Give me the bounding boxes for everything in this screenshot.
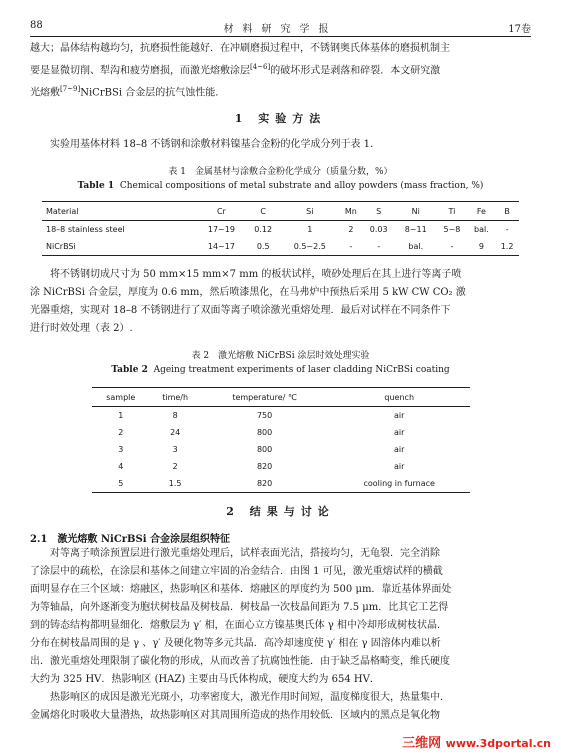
table-cell: 18–8 stainless steel (46, 225, 125, 234)
table-cell: 0.5~2.5 (293, 242, 326, 251)
section-heading-1: 1 实验方法 (234, 112, 327, 125)
table-cell: 2 (118, 428, 124, 437)
table-cell: 750 (256, 411, 273, 420)
table2-caption-cn: 表 2 激光熔敷 NiCrBSi 涂层时效处理实验 (191, 351, 370, 361)
table-cell: 1 (118, 411, 124, 420)
table-cell: 8~11 (404, 225, 427, 234)
specimen-paragraph (30, 266, 531, 338)
table-cell: 2 (348, 225, 354, 234)
table-header-cell: Mn (340, 202, 362, 221)
table-cell: 1 (307, 225, 313, 234)
table-cell: 0.03 (369, 225, 388, 234)
table-cell: 0.12 (254, 225, 273, 234)
table-header-cell: time/h (150, 388, 201, 407)
intro-line: 光熔敷[7~9]NiCrBSi 合金层的抗气蚀性能． (30, 85, 226, 99)
paragraph-line: 出．激光重熔处理限制了碳化物的形成，从而改善了抗腐蚀性能．由于缺乏晶格畸变，维氏硬度 (30, 656, 450, 667)
table-cell: 800 (256, 445, 273, 454)
paragraph-line: 对等离子喷涂预置层进行激光重熔处理后，试样表面光洁，搭接均匀，无龟裂．完全消除 (50, 548, 440, 559)
table-row (42, 238, 519, 256)
paragraph-line: 到的铸态结构都明显细化．熔敷层为 γ′ 相，在面心立方镍基奥氏体 γ 相中冷却形成树枝状晶． (30, 620, 447, 631)
table-cell: air (394, 411, 405, 420)
table-cell: - (505, 225, 509, 234)
table-cell: - (450, 242, 454, 251)
paragraph-line: 光器重熔，实现对 18–8 不锈钢进行了双面等离子喷涂激光重熔处理．最后对试样在不同条件下 (30, 305, 451, 316)
table-cell: bal. (408, 242, 424, 251)
table-cell: 14~17 (207, 242, 235, 251)
table-header-cell: Material (42, 202, 196, 221)
paragraph-line: 面明显存在三个区域：熔融区，热影响区和基体．熔融区的厚度约为 500 μm．靠近基体界面处 (30, 584, 452, 595)
intro-line: 要是显微切削、犁沟和疲劳磨损，而激光熔敷涂层[4~6]的破坏形式是剥落和碎裂．本文研究激 (30, 63, 441, 77)
table-header-cell: Fe (468, 202, 495, 221)
paragraph-line: 了涂层中的疏松，在涂层和基体之间建立牢固的冶金结合．由图 1 可见，激光重熔试样的横截 (30, 566, 443, 577)
table-cell: 3 (172, 445, 178, 454)
table-cell: 1.5 (168, 479, 182, 488)
table-cell: 2 (172, 462, 178, 471)
table-header-cell: B (495, 202, 519, 221)
table-row (92, 475, 470, 493)
table2-caption-en: Table 2 Ageing treatment experiments of laser cladding NiCrBSi coating (111, 365, 450, 375)
table1-caption-cn: 表 1 金属基材与涂敷合金粉化学成分（质量分数，%） (168, 167, 393, 177)
table-cell: cooling in furnace (363, 479, 435, 488)
table-cell: 4 (118, 462, 124, 471)
watermark-cn: 三维网 (402, 736, 442, 751)
table-header-cell: temperature/ ℃ (201, 388, 329, 407)
table-header-cell: quench (328, 388, 470, 407)
table-cell: air (394, 428, 405, 437)
table-cell: 8 (172, 411, 178, 420)
subsection-heading: 2.1 激光熔敷 NiCrBSi 合金涂层组织特征 (30, 534, 230, 545)
table1-caption-en: Table 1 Chemical compositions of metal substrate and alloy powders (mass fraction, %) (77, 181, 484, 191)
citation-ref: [4~6] (250, 63, 271, 71)
table-row (92, 458, 470, 475)
table-row (92, 424, 470, 441)
section1-paragraph: 实验用基体材料 18–8 不锈钢和涂敷材料镍基合金粉的化学成分列于表 1. (50, 139, 374, 150)
table-header-cell: S (362, 202, 395, 221)
intro-paragraph (30, 40, 531, 103)
paragraph-line: 热影响区的成因是激光光斑小，功率密度大，激光作用时间短，温度梯度很大，热量集中． (50, 692, 450, 703)
watermark-url: www.3dportal.cn (445, 737, 551, 750)
table-header-cell: C (247, 202, 280, 221)
paragraph-line: 进行时效处理（表 2）. (30, 323, 133, 334)
table-cell: air (394, 445, 405, 454)
table-cell: 5 (118, 479, 124, 488)
table-header-cell: Ti (436, 202, 467, 221)
table-row (92, 441, 470, 458)
running-header (30, 20, 531, 36)
table-cell: - (349, 242, 353, 251)
header-rule (30, 36, 531, 37)
table-cell: 3 (118, 445, 124, 454)
table-cell: - (377, 242, 381, 251)
table-cell: 800 (256, 428, 273, 437)
paragraph-line: 大约为 325 HV．热影响区 (HAZ) 主要由马氏体构成，硬度大约为 654 HV． (30, 674, 380, 685)
table-cell: bal. (474, 225, 489, 234)
paragraph-line: 金属熔化时吸收大量潜热，故热影响区对其周围所造成的热作用较低．区域内的黑点是氧化物 (30, 710, 440, 721)
paragraph-line: 涂 NiCrBSi 合金层，厚度为 0.6 mm，然后喷漆黑化，在马弗炉中预热后采用 5 kW CW CO₂ 激 (30, 287, 466, 298)
table-header-cell: sample (92, 388, 150, 407)
table-header-cell: Ni (395, 202, 436, 221)
paragraph-line: 分布在树枝晶周围的是 γ 、γ′ 及硬化物等多元共晶．高冷却速度使 γ′ 相在 γ 固溶体内难以析 (30, 638, 441, 649)
table-cell: 820 (256, 462, 273, 471)
citation-ref: [7~9] (60, 85, 81, 94)
table-cell: 820 (256, 479, 273, 488)
volume-label: 17卷 (508, 24, 531, 35)
table-cell: 17~19 (207, 225, 235, 234)
table-cell: NiCrBSi (46, 242, 76, 251)
table-row (92, 407, 470, 425)
table-cell: 9 (478, 242, 484, 251)
table-cell: air (394, 462, 405, 471)
paragraph-line: 为等轴晶，向外逐渐变为胞状树枝晶及树枝晶．树枝晶一次枝晶间距为 7.5 μm．比其它工艺得 (30, 602, 449, 613)
journal-title: 材料研究学报 (223, 24, 338, 35)
table-cell: 1.2 (500, 242, 514, 251)
paragraph-line: 将不锈钢切成尺寸为 50 mm×15 mm×7 mm 的板状试样，喷砂处理后在其上进行等离子喷 (50, 269, 462, 280)
intro-line: 越大；晶体结构越均匀，抗磨损性能越好．在冲刷磨损过程中，不锈钢奥氏体基体的磨损机制主 (30, 43, 450, 54)
results-paragraph (30, 545, 531, 725)
ageing-table (92, 387, 470, 493)
table-row (42, 221, 519, 239)
table-cell: 24 (170, 428, 181, 437)
table-header-cell: Cr (196, 202, 246, 221)
composition-table (42, 201, 519, 256)
page-number: 88 (30, 20, 43, 31)
table-cell: 5~8 (443, 225, 461, 234)
site-watermark (402, 732, 551, 751)
table-header-cell: Si (280, 202, 340, 221)
table-cell: 0.5 (256, 242, 270, 251)
section-heading-2: 2 结果与讨论 (226, 505, 335, 518)
